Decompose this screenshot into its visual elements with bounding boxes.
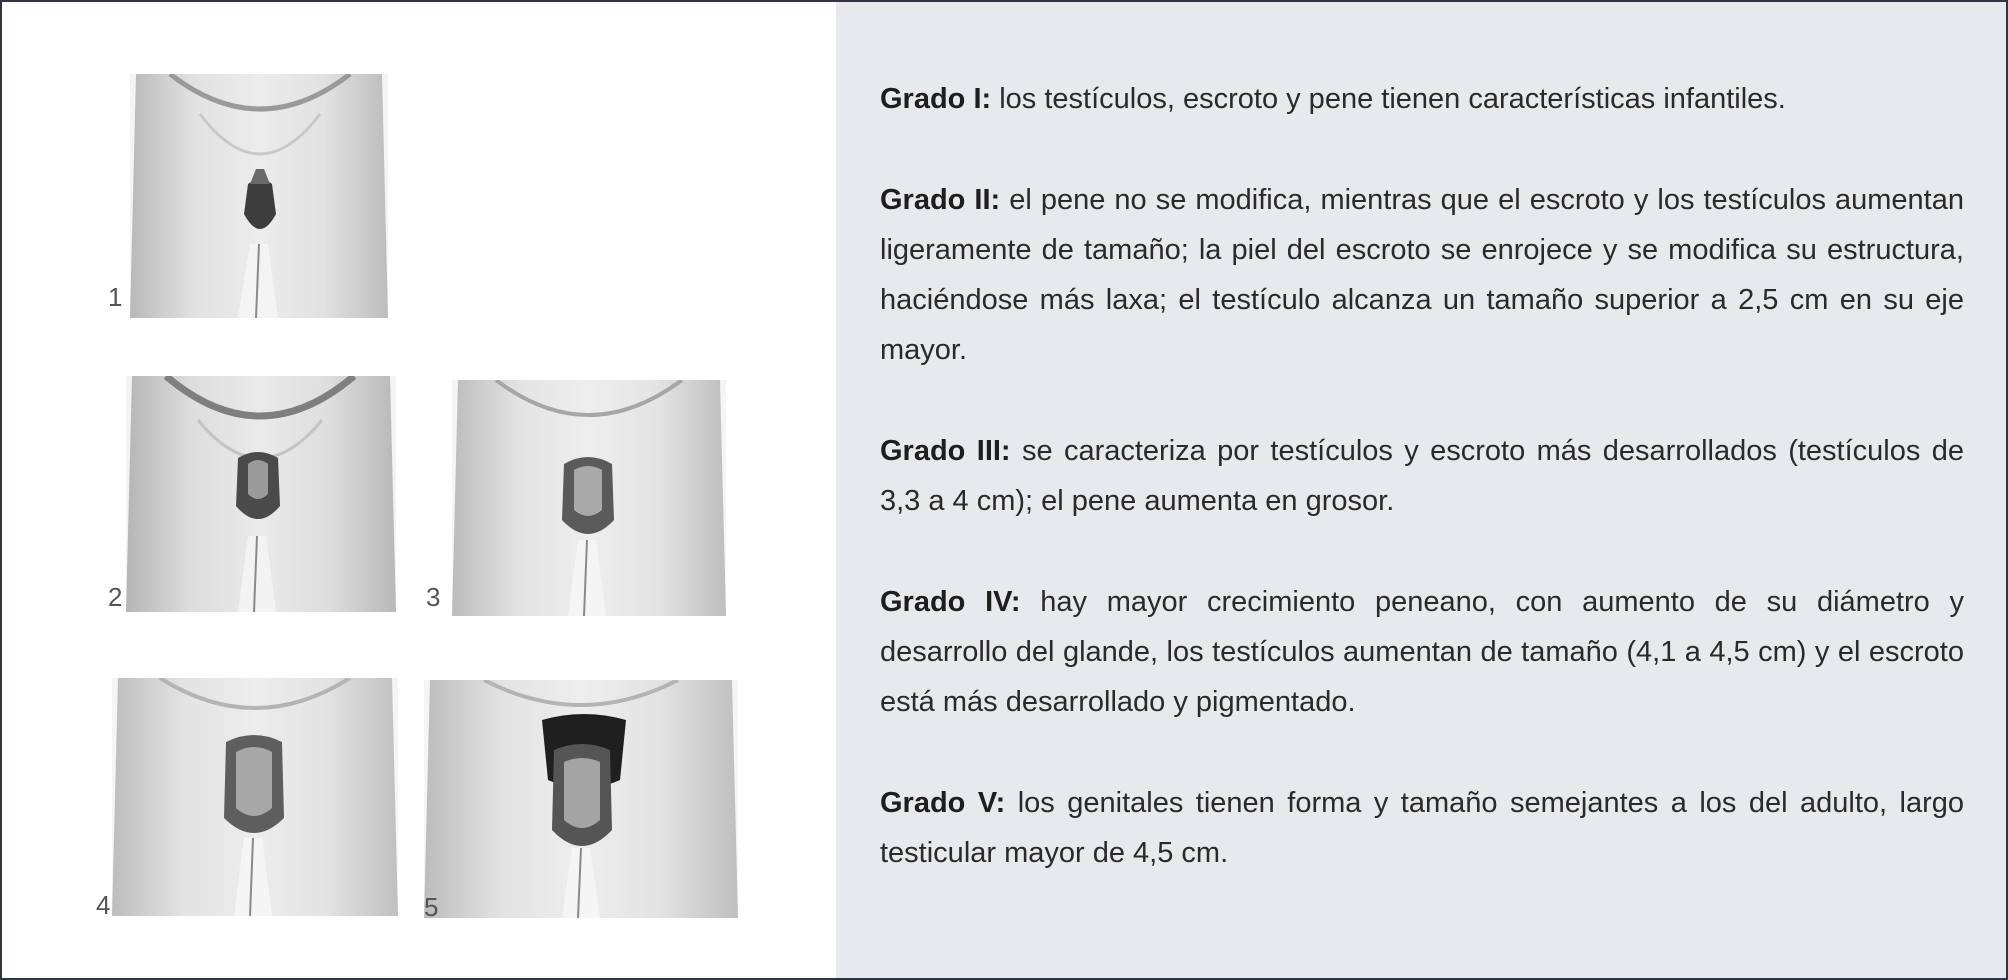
grade-list bbox=[880, 74, 1964, 929]
figure-number-2: 2 bbox=[108, 582, 123, 612]
stage-illustration-5 bbox=[424, 680, 738, 918]
figure-number-5: 5 bbox=[424, 892, 439, 922]
grade-label: Grado II: bbox=[880, 184, 1001, 216]
figure-number-4: 4 bbox=[96, 890, 111, 920]
grade-label: Grado I: bbox=[880, 83, 992, 115]
grade-label: Grado III: bbox=[880, 435, 1011, 467]
grade-item-2 bbox=[880, 175, 1964, 375]
grade-description: los genitales tienen forma y tamaño semejantes a los del adulto, largo testicular mayor de 4,5 cm. bbox=[880, 787, 1965, 869]
stage-illustration-3 bbox=[452, 380, 726, 616]
stage-illustration-2 bbox=[126, 376, 396, 612]
grade-label: Grado IV: bbox=[880, 586, 1021, 618]
grade-item-5 bbox=[880, 778, 1964, 878]
figure-number-1: 1 bbox=[108, 282, 123, 312]
stage-illustration-4 bbox=[112, 678, 398, 916]
grade-description: los testículos, escroto y pene tienen características infantiles. bbox=[991, 83, 1786, 115]
description-panel bbox=[836, 2, 2006, 978]
stage-illustration-1 bbox=[130, 74, 388, 318]
grade-description: hay mayor crecimiento peneano, con aumento de su diámetro y desarrollo del glande, los testículos aumentan de tamaño (4,1 a 4,5 cm) y el escroto está más desarrollado y pigmentado. bbox=[880, 586, 1964, 718]
grade-item-1 bbox=[880, 74, 1964, 124]
grade-label: Grado V: bbox=[880, 787, 1006, 819]
grade-description: se caracteriza por testículos y escroto más desarrollados (testículos de 3,3 a 4 cm); el pene aumenta en grosor. bbox=[880, 435, 1964, 517]
figure-number-3: 3 bbox=[426, 582, 441, 612]
grade-description: el pene no se modifica, mientras que el escroto y los testículos aumentan ligeramente de tamaño; la piel del escroto se enrojece y se modifica su estructura, haciéndose más laxa; el testículo alcanza un tamaño superior a 2,5 cm en su eje mayor. bbox=[880, 184, 1964, 366]
grade-item-3 bbox=[880, 426, 1964, 526]
grade-item-4 bbox=[880, 577, 1964, 727]
illustration-panel bbox=[2, 2, 836, 978]
